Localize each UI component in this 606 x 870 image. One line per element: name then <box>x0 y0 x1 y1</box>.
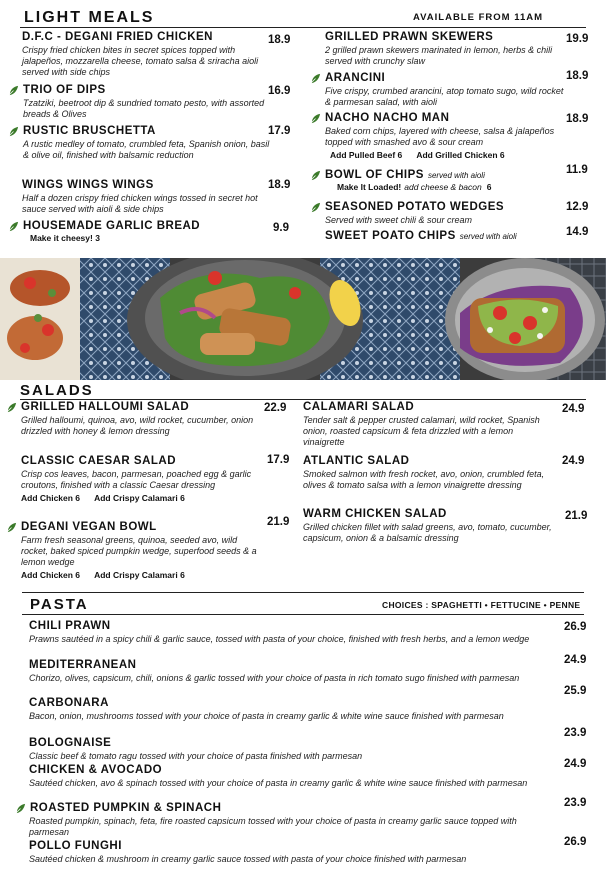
addon-option: Add Crispy Calamari 6 <box>94 570 185 580</box>
menu-item <box>29 840 549 865</box>
item-price: 26.9 <box>564 836 587 848</box>
item-name: BOLOGNAISE <box>29 737 112 749</box>
item-name: ARANCINI <box>325 72 386 84</box>
item-name: SWEET POATO CHIPS <box>325 230 456 242</box>
menu-item <box>8 84 270 120</box>
pasta-choices: CHOICES : SPAGHETTI • FETTUCINE • PENNE <box>382 600 581 610</box>
item-desc: Smoked salmon with fresh rocket, avo, onion, crumbled feta, olives & tomato salsa with a lemon vinaigrette dressing <box>303 469 545 490</box>
menu-item <box>303 455 553 491</box>
food-photo-image <box>0 258 606 380</box>
item-name: MEDITERRANEAN <box>29 659 137 671</box>
item-price: 11.9 <box>566 164 588 176</box>
vegetarian-leaf-icon <box>6 402 17 413</box>
addon-label: Make It Loaded! <box>337 182 402 192</box>
menu-item <box>29 737 549 762</box>
item-price: 23.9 <box>564 797 587 809</box>
vegetarian-leaf-icon <box>8 221 19 232</box>
vegetarian-leaf-icon <box>15 803 26 814</box>
divider <box>20 27 586 28</box>
item-desc: Crispy fried chicken bites in secret spices topped with jalapeños, mozzarella cheese, tomato salsa & sriracha aioli served with side chips <box>22 45 259 77</box>
item-price: 18.9 <box>566 113 589 125</box>
item-name: RUSTIC BRUSCHETTA <box>23 125 156 137</box>
item-price: 18.9 <box>566 70 589 82</box>
food-photo-banner <box>0 258 606 380</box>
item-desc: Tzatziki, beetroot dip & sundried tomato pesto, with assorted breads & Olives <box>23 98 265 119</box>
item-name: DEGANI VEGAN BOWL <box>21 521 157 533</box>
menu-item <box>310 72 566 108</box>
vegetarian-leaf-icon <box>310 170 321 181</box>
menu-item <box>6 401 264 437</box>
menu-item <box>8 125 270 161</box>
menu-item <box>303 401 553 448</box>
availability-note: AVAILABLE FROM 11AM <box>413 12 544 23</box>
menu-item <box>29 659 549 684</box>
menu-item <box>310 201 566 226</box>
item-desc: Sautéed chicken, avo & spinach tossed with your choice of pasta in creamy garlic & white wine sauce finished with parmesan <box>29 778 528 788</box>
item-price: 18.9 <box>268 179 291 191</box>
item-name: CLASSIC CAESAR SALAD <box>21 455 177 467</box>
item-name: GRILLED PRAWN SKEWERS <box>325 31 494 43</box>
menu-item <box>303 508 553 544</box>
menu-item <box>8 220 270 244</box>
item-name: TRIO OF DIPS <box>23 84 106 96</box>
item-price: 17.9 <box>267 454 290 466</box>
item-price: 16.9 <box>268 85 291 97</box>
item-name: HOUSEMADE GARLIC BREAD <box>23 220 201 232</box>
item-price: 17.9 <box>268 125 291 137</box>
divider <box>22 592 584 593</box>
item-name: CARBONARA <box>29 697 109 709</box>
item-desc: Sautéed chicken & mushroom in creamy garlic sauce tossed with pasta of your choice finished with parmesan <box>29 854 467 864</box>
item-desc: Crisp cos leaves, bacon, parmesan, poached egg & garlic croutons, finished with a classic Caesar dressing <box>21 469 252 490</box>
menu-item <box>310 112 566 161</box>
menu-item <box>6 521 264 581</box>
item-name: CHILI PRAWN <box>29 620 111 632</box>
vegetarian-leaf-icon <box>8 85 19 96</box>
item-note: served with aioli <box>459 232 517 241</box>
item-name: WINGS WINGS WINGS <box>22 179 154 191</box>
item-price: 24.9 <box>562 455 585 467</box>
item-desc: Prawns sautéed in a spicy chili & garlic sauce, tossed with pasta of your choice, finished with fresh herbs, and a lemon wedge <box>29 634 530 644</box>
item-desc: Grilled halloumi, quinoa, avo, wild rocket, cucumber, onion drizzled with honey & lemon dressing <box>21 415 254 436</box>
light-meals-title: LIGHT MEALS <box>24 9 155 26</box>
item-desc: Grilled chicken fillet with salad greens, avo, tomato, cucumber, capsicum, onion & a balsamic dressing <box>303 522 552 543</box>
item-name: ROASTED PUMPKIN & SPINACH <box>30 802 222 814</box>
item-desc: Half a dozen crispy fried chicken wings tossed in secret hot sauce served with aioli & side chips <box>22 193 258 214</box>
divider <box>22 614 584 615</box>
vegetarian-leaf-icon <box>310 113 321 124</box>
item-price: 14.9 <box>566 226 589 238</box>
menu-item <box>22 179 267 215</box>
menu-item <box>21 455 264 504</box>
menu-item <box>15 802 549 838</box>
addon-option: Add Crispy Calamari 6 <box>94 493 185 503</box>
vegetarian-leaf-icon <box>6 522 17 533</box>
addon-option: Add Pulled Beef 6 <box>330 150 403 160</box>
item-desc: Tender salt & pepper crusted calamari, wild rocket, Spanish onion, roasted capsicum & feta drizzled with a lemon vinaigrette <box>303 415 540 447</box>
item-price: 24.9 <box>564 654 587 666</box>
menu-item <box>29 620 549 645</box>
menu-item <box>325 31 565 67</box>
vegetarian-leaf-icon <box>310 73 321 84</box>
item-name: GRILLED HALLOUMI SALAD <box>21 401 190 413</box>
item-desc: Farm fresh seasonal greens, quinoa, seeded avo, wild rocket, baked spiced pumpkin wedge, superfood seeds & a lemon wedge <box>21 535 257 567</box>
item-desc: Classic beef & tomato ragu tossed with your choice of pasta finished with parmesan <box>29 751 363 761</box>
item-name: D.F.C - DEGANI FRIED CHICKEN <box>22 31 213 43</box>
divider <box>20 399 586 400</box>
item-name: ATLANTIC SALAD <box>303 455 410 467</box>
item-name: CALAMARI SALAD <box>303 401 415 413</box>
addon-price: 6 <box>486 182 492 192</box>
item-name: BOWL OF CHIPS <box>325 169 424 181</box>
item-price: 22.9 <box>264 402 287 414</box>
salads-title: SALADS <box>20 382 94 399</box>
item-price: 23.9 <box>564 727 587 739</box>
item-note: served with aioli <box>427 171 485 180</box>
item-name: WARM CHICKEN SALAD <box>303 508 447 520</box>
addon-desc: add cheese & bacon <box>404 182 482 192</box>
menu-item <box>325 230 565 243</box>
item-price: 12.9 <box>566 201 589 213</box>
item-name: CHICKEN & AVOCADO <box>29 764 163 776</box>
item-price: 26.9 <box>564 621 587 633</box>
item-desc: Bacon, onion, mushrooms tossed with your choice of pasta in creamy garlic & white wine sauce finished with parmesan <box>29 711 504 721</box>
menu-item <box>29 697 549 722</box>
item-price: 21.9 <box>267 516 290 528</box>
item-desc: Served with sweet chili & sour cream <box>325 215 473 225</box>
item-price: 9.9 <box>273 222 289 234</box>
item-desc: Five crispy, crumbed arancini, atop tomato sugo, wild rocket & parmesan salad, with aioli <box>325 86 564 107</box>
item-name: NACHO NACHO MAN <box>325 112 450 124</box>
item-desc: Baked corn chips, layered with cheese, salsa & jalapeños topped with smashed avo & sour cream <box>325 126 555 147</box>
item-desc: A rustic medley of tomato, crumbled feta, Spanish onion, basil & olive oil, finished with balsamic reduction <box>23 139 270 160</box>
addon-option: Add Grilled Chicken 6 <box>416 150 505 160</box>
addon-option: Add Chicken 6 <box>21 493 81 503</box>
item-price: 24.9 <box>562 403 585 415</box>
menu-item <box>310 169 566 193</box>
item-name: SEASONED POTATO WEDGES <box>325 201 505 213</box>
item-desc: Roasted pumpkin, spinach, feta, fire roasted capsicum tossed with your choice of pasta in creamy garlic sauce topped with parmesan <box>29 816 517 837</box>
vegetarian-leaf-icon <box>8 126 19 137</box>
pasta-title: PASTA <box>30 596 89 613</box>
item-price: 21.9 <box>565 510 588 522</box>
item-price: 25.9 <box>564 685 587 697</box>
item-name: POLLO FUNGHI <box>29 840 122 852</box>
item-addon: Make it cheesy! 3 <box>30 233 100 243</box>
item-price: 19.9 <box>566 33 589 45</box>
menu-item <box>29 764 549 789</box>
item-desc: Chorizo, olives, capsicum, chili, onions & garlic tossed with your choice of pasta in rich tomato sugo finished with parmesan <box>29 673 520 683</box>
item-price: 24.9 <box>564 758 587 770</box>
item-price: 18.9 <box>268 34 291 46</box>
item-desc: 2 grilled prawn skewers marinated in lemon, herbs & chili served with crunchy slaw <box>325 45 553 66</box>
addon-option: Add Chicken 6 <box>21 570 81 580</box>
menu-item <box>22 31 267 78</box>
vegetarian-leaf-icon <box>310 202 321 213</box>
